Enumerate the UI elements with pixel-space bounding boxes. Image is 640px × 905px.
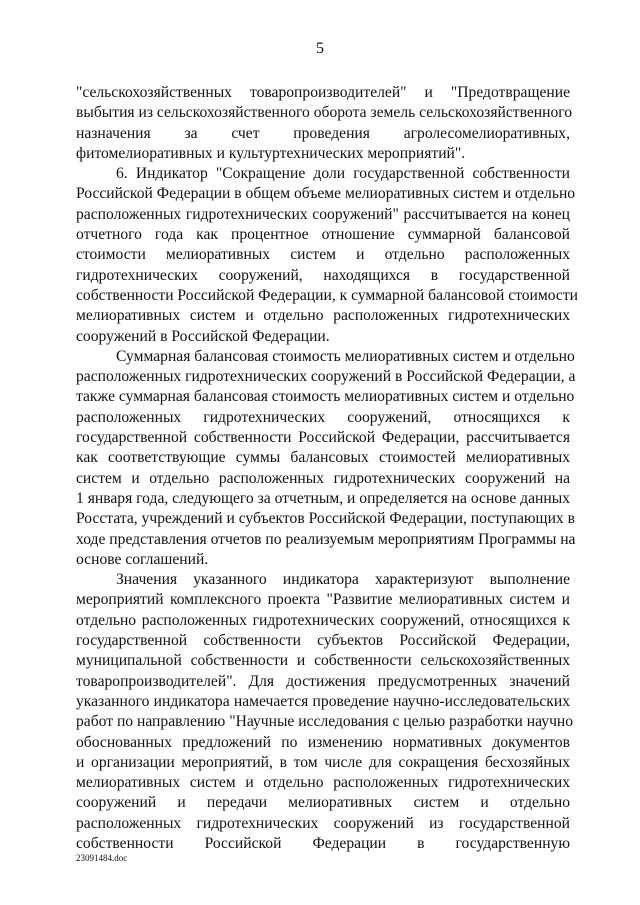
text-line: собственности Российской Федерации, к суммарной балансовой стоимости [76, 286, 578, 304]
page-number: 5 [316, 40, 324, 57]
text-line: Суммарная балансовая стоимость мелиоративных систем и отдельно [116, 347, 575, 365]
text-line: расположенных гидротехнических сооружений в Российской Федерации, а [76, 368, 576, 386]
text-line: товаропроизводителей". Для достижения предусмотренных значений [76, 672, 570, 690]
text-line: Российской Федерации в общем объеме мелиоративных систем и отдельно [76, 185, 576, 203]
text-line: фитомелиоративных и культуртехнических мероприятий". [76, 144, 466, 162]
text-line: выбытия из сельскохозяйственного оборота земель сельскохозяйственного [76, 104, 573, 122]
text-line: указанного индикатора намечается проведение научно-исследовательских [76, 692, 570, 710]
text-line: работ по направлению "Научные исследования с целью разработки научно [76, 713, 574, 731]
text-line: и организации мероприятий, в том числе для сокращения бесхозяйных [76, 753, 570, 771]
text-line: мероприятий комплексного проекта "Развитие мелиоративных систем и [76, 591, 570, 609]
text-line: сооружений и передачи мелиоративных систем и отдельно [76, 794, 570, 812]
text-line: как соответствующие суммы балансовых стоимостей мелиоративных [76, 449, 570, 467]
text-line: расположенных гидротехнических сооружений, относящихся к [76, 408, 570, 426]
text-line: расположенных гидротехнических сооружений" рассчитывается на конец [76, 205, 570, 223]
text-line: 1 января года, следующего за отчетным, и определяется на основе данных [76, 489, 570, 507]
text-line: гидротехнических сооружений, находящихся в государственной [76, 266, 570, 284]
text-line: государственной собственности субъектов Российской Федерации, [76, 632, 570, 650]
text-line: ходе представления отчетов по реализуемым мероприятиям Программы на [76, 530, 576, 548]
text-line: Росстата, учреждений и субъектов Российской Федерации, поступающих в [76, 510, 575, 528]
text-line: отчетного года как процентное отношение суммарной балансовой [76, 226, 570, 244]
text-line: Значения указанного индикатора характеризуют выполнение [116, 571, 570, 589]
text-line: 6. Индикатор "Сокращение доли государственной собственности [116, 165, 570, 183]
text-line: также суммарная балансовая стоимость мелиоративных систем и отдельно [76, 388, 575, 406]
text-line: стоимости мелиоративных систем и отдельно расположенных [76, 246, 570, 264]
text-line: обоснованных предложений по изменению нормативных документов [76, 733, 570, 751]
text-line: муниципальной собственности и собственности сельскохозяйственных [76, 652, 570, 670]
text-line: основе соглашений. [76, 550, 209, 568]
text-line: отдельно расположенных гидротехнических сооружений, относящихся к [76, 611, 570, 629]
text-line: сооружений в Российской Федерации. [76, 327, 330, 345]
text-line: собственности Российской Федерации в государственную [76, 834, 570, 852]
paragraph [76, 347, 576, 570]
text-line: мелиоративных систем и отдельно расположенных гидротехнических [76, 307, 570, 325]
text-line: расположенных гидротехнических сооружений из государственной [76, 814, 570, 832]
text-line: мелиоративных систем и отдельно расположенных гидротехнических [76, 774, 570, 792]
text-line: "сельскохозяйственных товаропроизводителей" и "Предотвращение [76, 84, 570, 101]
file-name-footer: 23091484.doc [76, 853, 128, 863]
paragraph [76, 83, 573, 164]
paragraph [76, 164, 578, 347]
document-body [76, 83, 578, 854]
text-line: государственной собственности Российской Федерации, рассчитывается [76, 429, 570, 447]
text-line: назначения за счет проведения агролесомелиоративных, [76, 124, 570, 142]
paragraph [76, 570, 574, 854]
text-line: систем и отдельно расположенных гидротехнических сооружений на [76, 469, 570, 487]
